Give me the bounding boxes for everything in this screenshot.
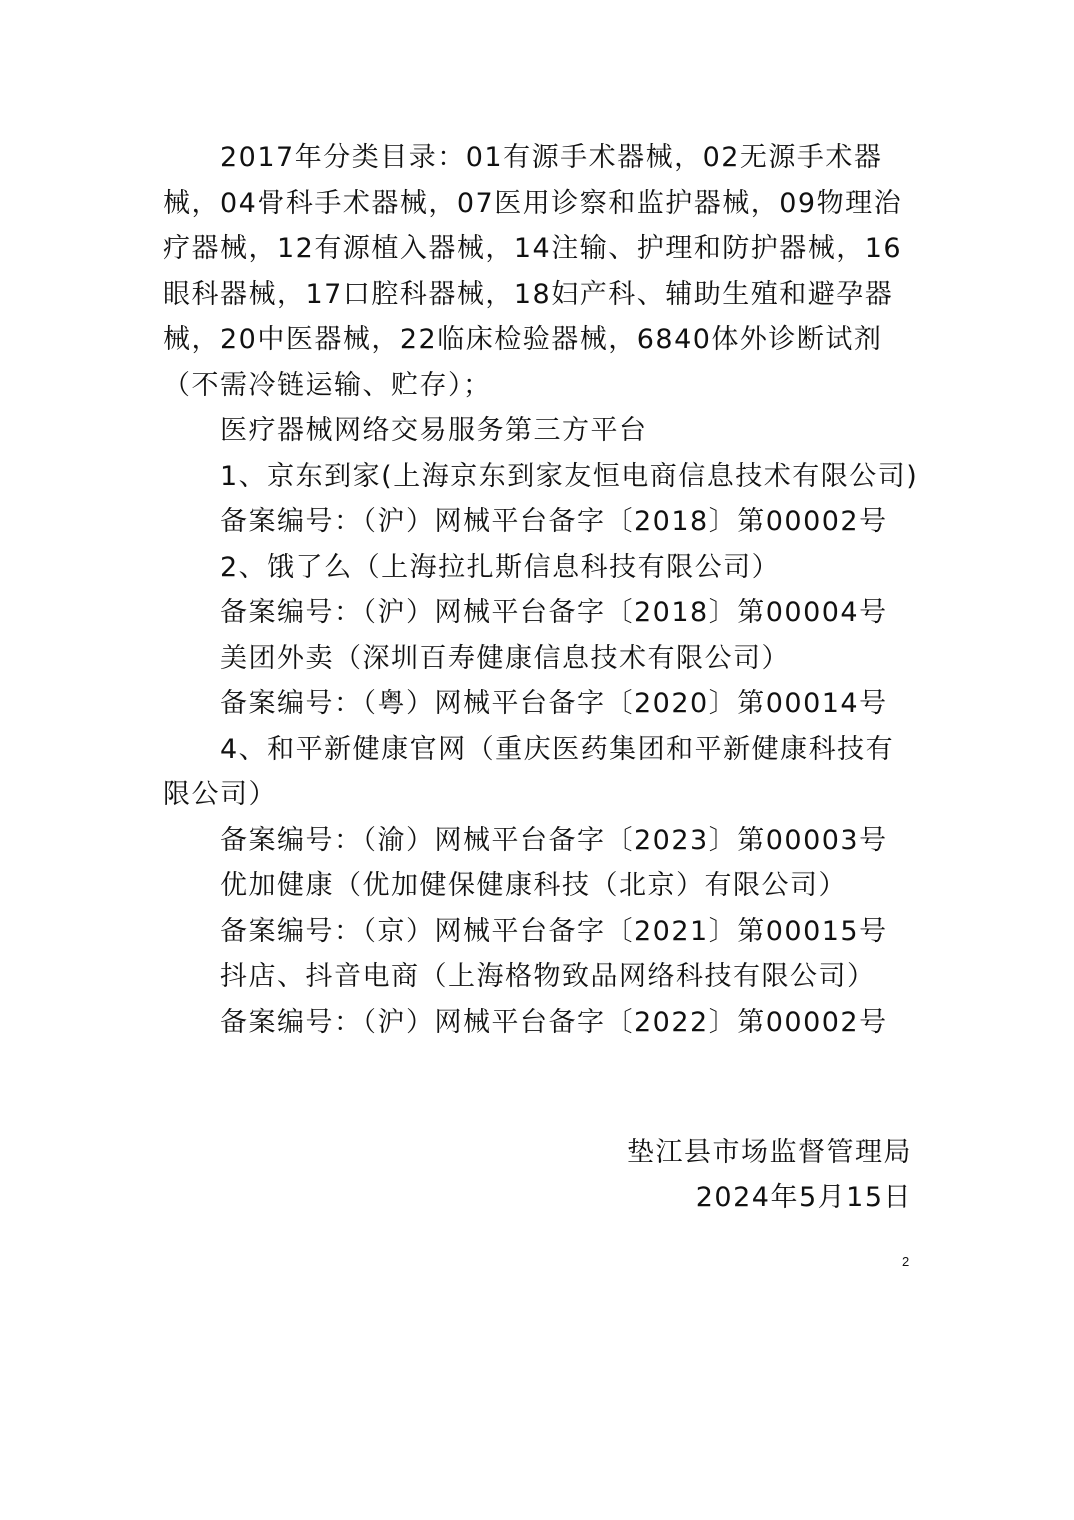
platform-record: 备案编号：（沪）网械平台备字〔2022〕第00002号 [220,1006,888,1038]
platform-name: 优加健康（优加健保健康科技（北京）有限公司） [220,870,847,901]
document-body [163,135,919,1045]
signature-org: 垫江县市场监督管理局 [627,1137,912,1168]
platform-name: 抖店、抖音电商（上海格物致品网络科技有限公司） [220,961,876,992]
platform-name: 4、和平新健康官网（重庆医药集团和平新健康科技有限公司） [163,733,895,810]
platform-name: 2、饿了么（上海拉扎斯信息科技有限公司） [220,551,781,583]
platform-name: 1、京东到家(上海京东到家友恒电商信息技术有限公司) [220,460,919,492]
page-number: 2 [902,1254,910,1269]
section-title: 医疗器械网络交易服务第三方平台 [220,415,648,446]
platform-record: 备案编号：（沪）网械平台备字〔2018〕第00002号 [220,506,888,537]
platform-record: 备案编号：（粤）网械平台备字〔2020〕第00014号 [220,688,888,719]
platform-name: 美团外卖（深圳百寿健康信息技术有限公司） [220,642,790,674]
platform-record: 备案编号：（京）网械平台备字〔2021〕第00015号 [220,915,888,947]
platform-record: 备案编号：（渝）网械平台备字〔2023〕第00003号 [220,824,888,856]
platform-record: 备案编号：（沪）网械平台备字〔2018〕第00004号 [220,597,888,628]
paragraph-catalog: 2017年分类目录：01有源手术器械，02无源手术器械，04骨科手术器械，07医用诊察和监护器械，09物理治疗器械，12有源植入器械，14注输、护理和防护器械，16眼科器械，17口腔科器械，18妇产科、辅助生殖和避孕器械，20中医器械，22临床检验器械，6840体外诊断试剂（不需冷链运输、贮存）； [163,142,903,401]
signature-date: 2024年5月15日 [695,1182,912,1213]
